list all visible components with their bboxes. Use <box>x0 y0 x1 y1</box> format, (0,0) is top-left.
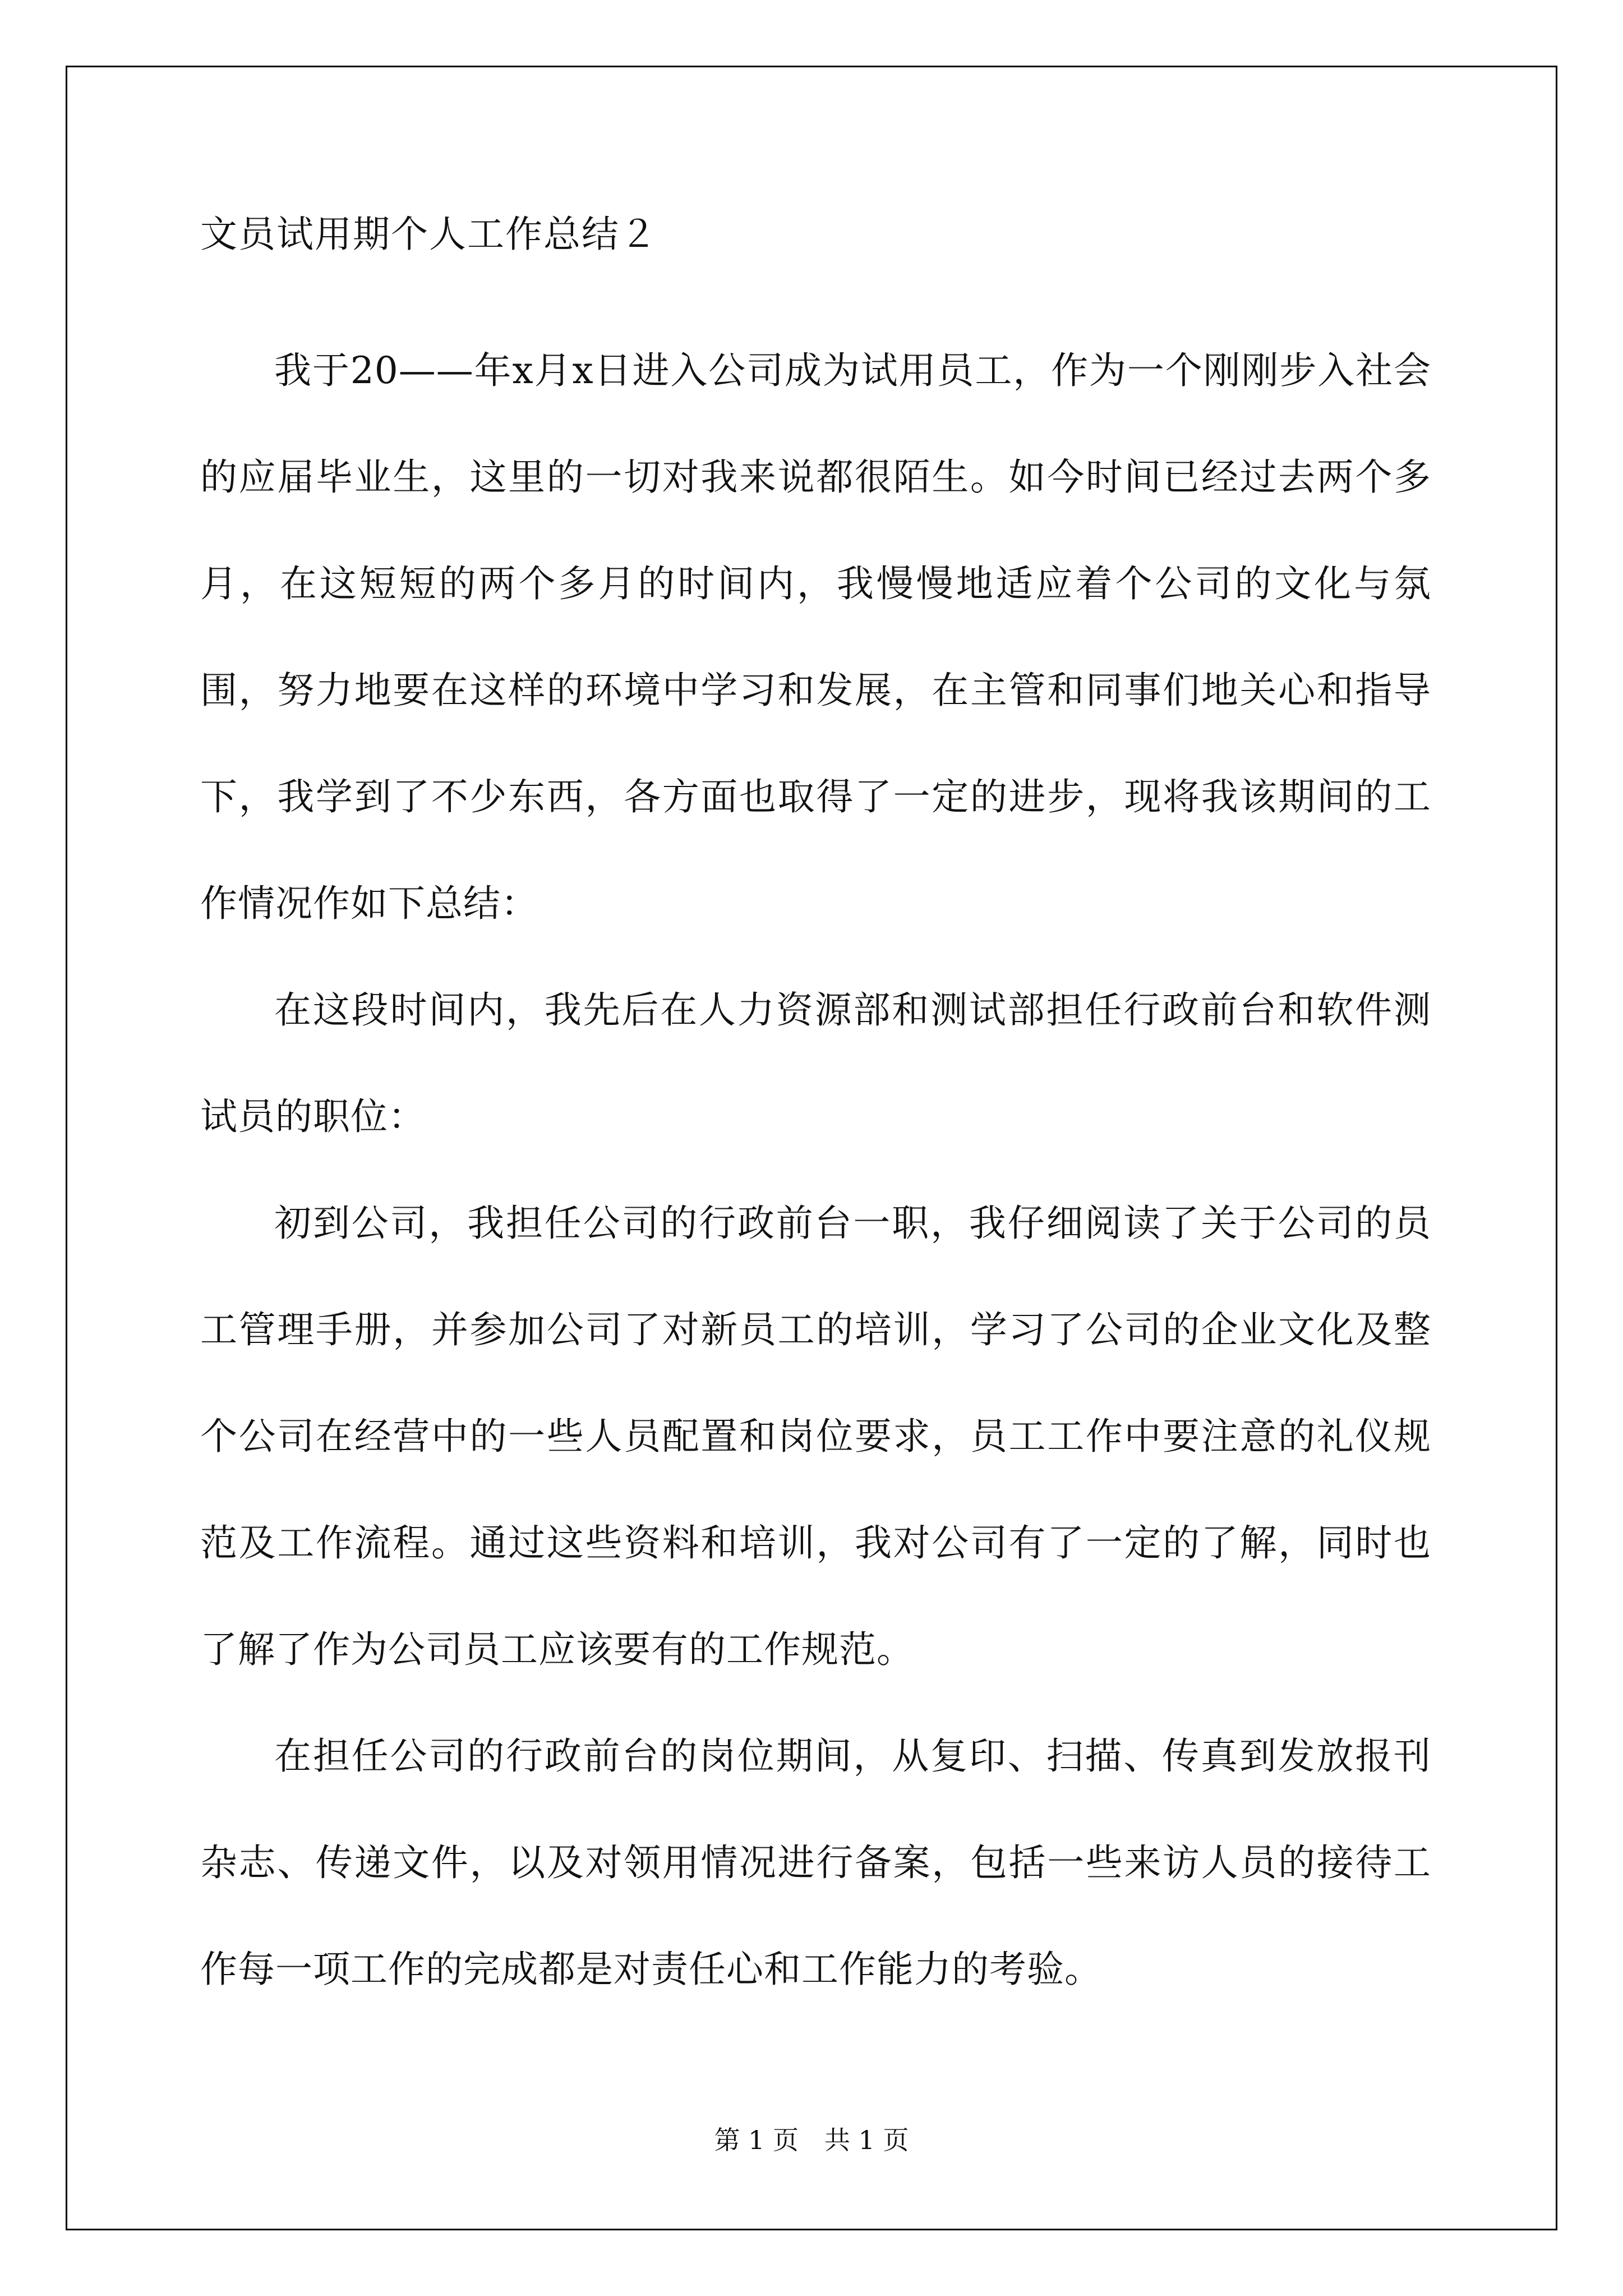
paragraph-positions: 在这段时间内，我先后在人力资源部和测试部担任行政前台和软件测试员的职位： <box>200 988 1431 1138</box>
document-title: 文员试用期个人工作总结２ <box>200 213 658 256</box>
page-number: 第 1 页 共 1 页 <box>714 2125 909 2155</box>
paragraph-front-desk: 在担任公司的行政前台的岗位期间，从复印、扫描、传真到发放报刊杂志、传递文件，以及对领用情况进行备案，包括一些来访人员的接待工作每一项工作的完成都是对责任心和工作能力的考验。 <box>200 1734 1431 1991</box>
paragraph-onboarding: 初到公司，我担任公司的行政前台一职，我仔细阅读了关于公司的员工管理手册，并参加公司了对新员工的培训，学习了公司的企业文化及整个公司在经营中的一些人员配置和岗位要求，员工工作中要注意的礼仪规范及工作流程。通过这些资料和培训，我对公司有了一定的了解，同时也了解了作为公司员工应该要有的工作规范。 <box>200 1202 1431 1671</box>
document-body <box>200 213 1431 2058</box>
paragraph-intro: 我于20——年x月x日进入公司成为试用员工，作为一个刚刚步入社会的应届毕业生，这里的一切对我来说都很陌生。如今时间已经过去两个多月，在这短短的两个多月的时间内，我慢慢地适应着个公司的文化与氛围，努力地要在这样的环境中学习和发展，在主管和同事们地关心和指导下，我学到了不少东西，各方面也取得了一定的进步，现将我该期间的工作情况作如下总结： <box>200 349 1431 925</box>
